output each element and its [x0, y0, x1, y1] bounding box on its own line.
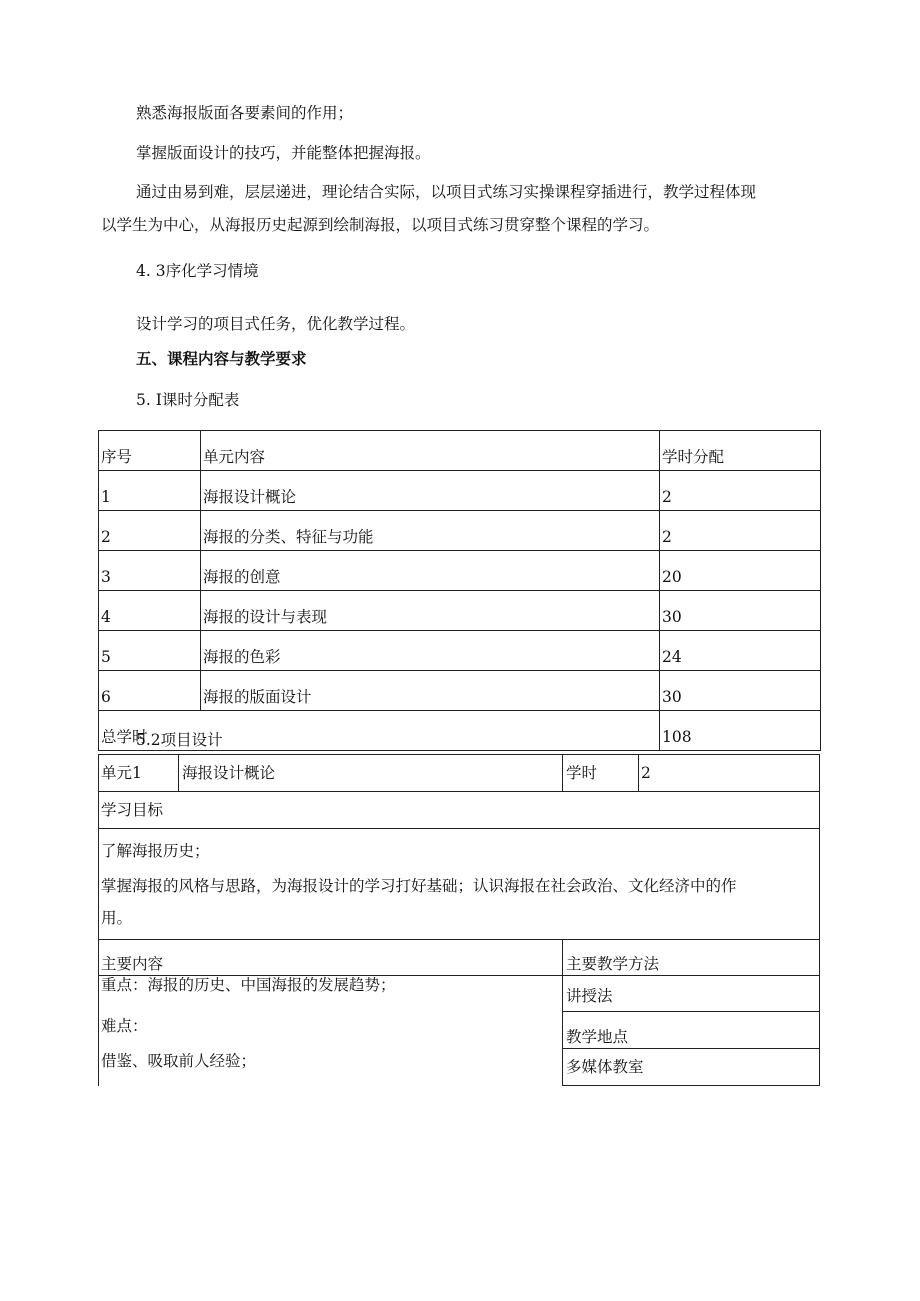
hours-label: 学时 [566, 764, 598, 782]
method-label: 主要教学方法 [566, 955, 660, 973]
row-content: 海报的分类、特征与功能 [201, 511, 660, 551]
goal-line-1: 了解海报历史； [101, 842, 210, 860]
table-row [99, 511, 821, 551]
goals-label-cell [98, 791, 820, 829]
difficult-label: 难点： [101, 1017, 148, 1035]
table-row [99, 591, 821, 631]
row-index: 3 [99, 551, 201, 591]
intro-line-2: 掌握版面设计的技巧，并能整体把握海报。 [136, 144, 431, 162]
divider [562, 939, 563, 1086]
row-hours: 2 [660, 471, 821, 511]
section-4-3-text: 设计学习的项目式任务，优化教学过程。 [136, 315, 416, 333]
divider [562, 1085, 820, 1086]
row-index: 6 [99, 671, 201, 711]
header-index: 序号 [99, 431, 201, 471]
difficult-point: 借鉴、吸取前人经验； [101, 1052, 257, 1070]
divider [98, 939, 820, 940]
hours-allocation-table [98, 430, 821, 751]
goal-line-2: 掌握海报的风格与思路，为海报设计的学习打好基础；认识海报在社会政治、文化经济中的作 [101, 877, 737, 895]
row-content: 海报的色彩 [201, 631, 660, 671]
row-index: 5 [99, 631, 201, 671]
row-hours: 30 [660, 671, 821, 711]
section-5-2-heading: 5.2项目设计 [136, 731, 223, 749]
header-unit-content: 单元内容 [201, 431, 660, 471]
hours-value-cell [638, 754, 820, 792]
hours-value: 2 [641, 764, 651, 782]
row-hours: 24 [660, 631, 821, 671]
row-index: 2 [99, 511, 201, 551]
key-point: 重点：海报的历史、中国海报的发展趋势； [101, 976, 396, 994]
table-row [99, 671, 821, 711]
content-label: 主要内容 [101, 955, 164, 973]
divider [819, 939, 820, 1086]
goals-label: 学习目标 [101, 801, 164, 819]
header-hours: 学时分配 [660, 431, 821, 471]
intro-paragraph-line-2: 以学生为中心，从海报历史起源到绘制海报，以项目式练习贯穿整个课程的学习。 [101, 216, 660, 234]
unit-name: 海报设计概论 [182, 764, 276, 782]
row-content: 海报的创意 [201, 551, 660, 591]
section-4-3-heading: 4. 3序化学习情境 [136, 262, 259, 280]
total-label: 总学时 [99, 711, 660, 751]
row-content: 海报的版面设计 [201, 671, 660, 711]
location-value: 多媒体教室 [566, 1058, 644, 1076]
table-row [99, 471, 821, 511]
section-5-heading: 五、课程内容与教学要求 [136, 349, 307, 368]
row-hours: 30 [660, 591, 821, 631]
divider [98, 939, 99, 1086]
row-content: 海报设计概论 [201, 471, 660, 511]
divider [562, 1011, 820, 1012]
method-value: 讲授法 [566, 987, 613, 1005]
divider [562, 975, 820, 976]
row-index: 1 [99, 471, 201, 511]
unit-label: 单元1 [101, 764, 142, 782]
table-row [99, 551, 821, 591]
goal-line-3: 用。 [101, 909, 133, 927]
divider [562, 1048, 820, 1049]
intro-paragraph-line-1: 通过由易到难，层层递进，理论结合实际，以项目式练习实操课程穿插进行，教学过程体现 [136, 183, 757, 201]
row-hours: 2 [660, 511, 821, 551]
row-content: 海报的设计与表现 [201, 591, 660, 631]
row-hours: 20 [660, 551, 821, 591]
intro-line-1: 熟悉海报版面各要素间的作用； [136, 104, 354, 122]
section-5-1-heading: 5. I课时分配表 [136, 391, 240, 409]
total-value: 108 [660, 711, 821, 751]
table-row [99, 631, 821, 671]
row-index: 4 [99, 591, 201, 631]
location-label: 教学地点 [566, 1028, 629, 1046]
table-header-row [99, 431, 821, 471]
